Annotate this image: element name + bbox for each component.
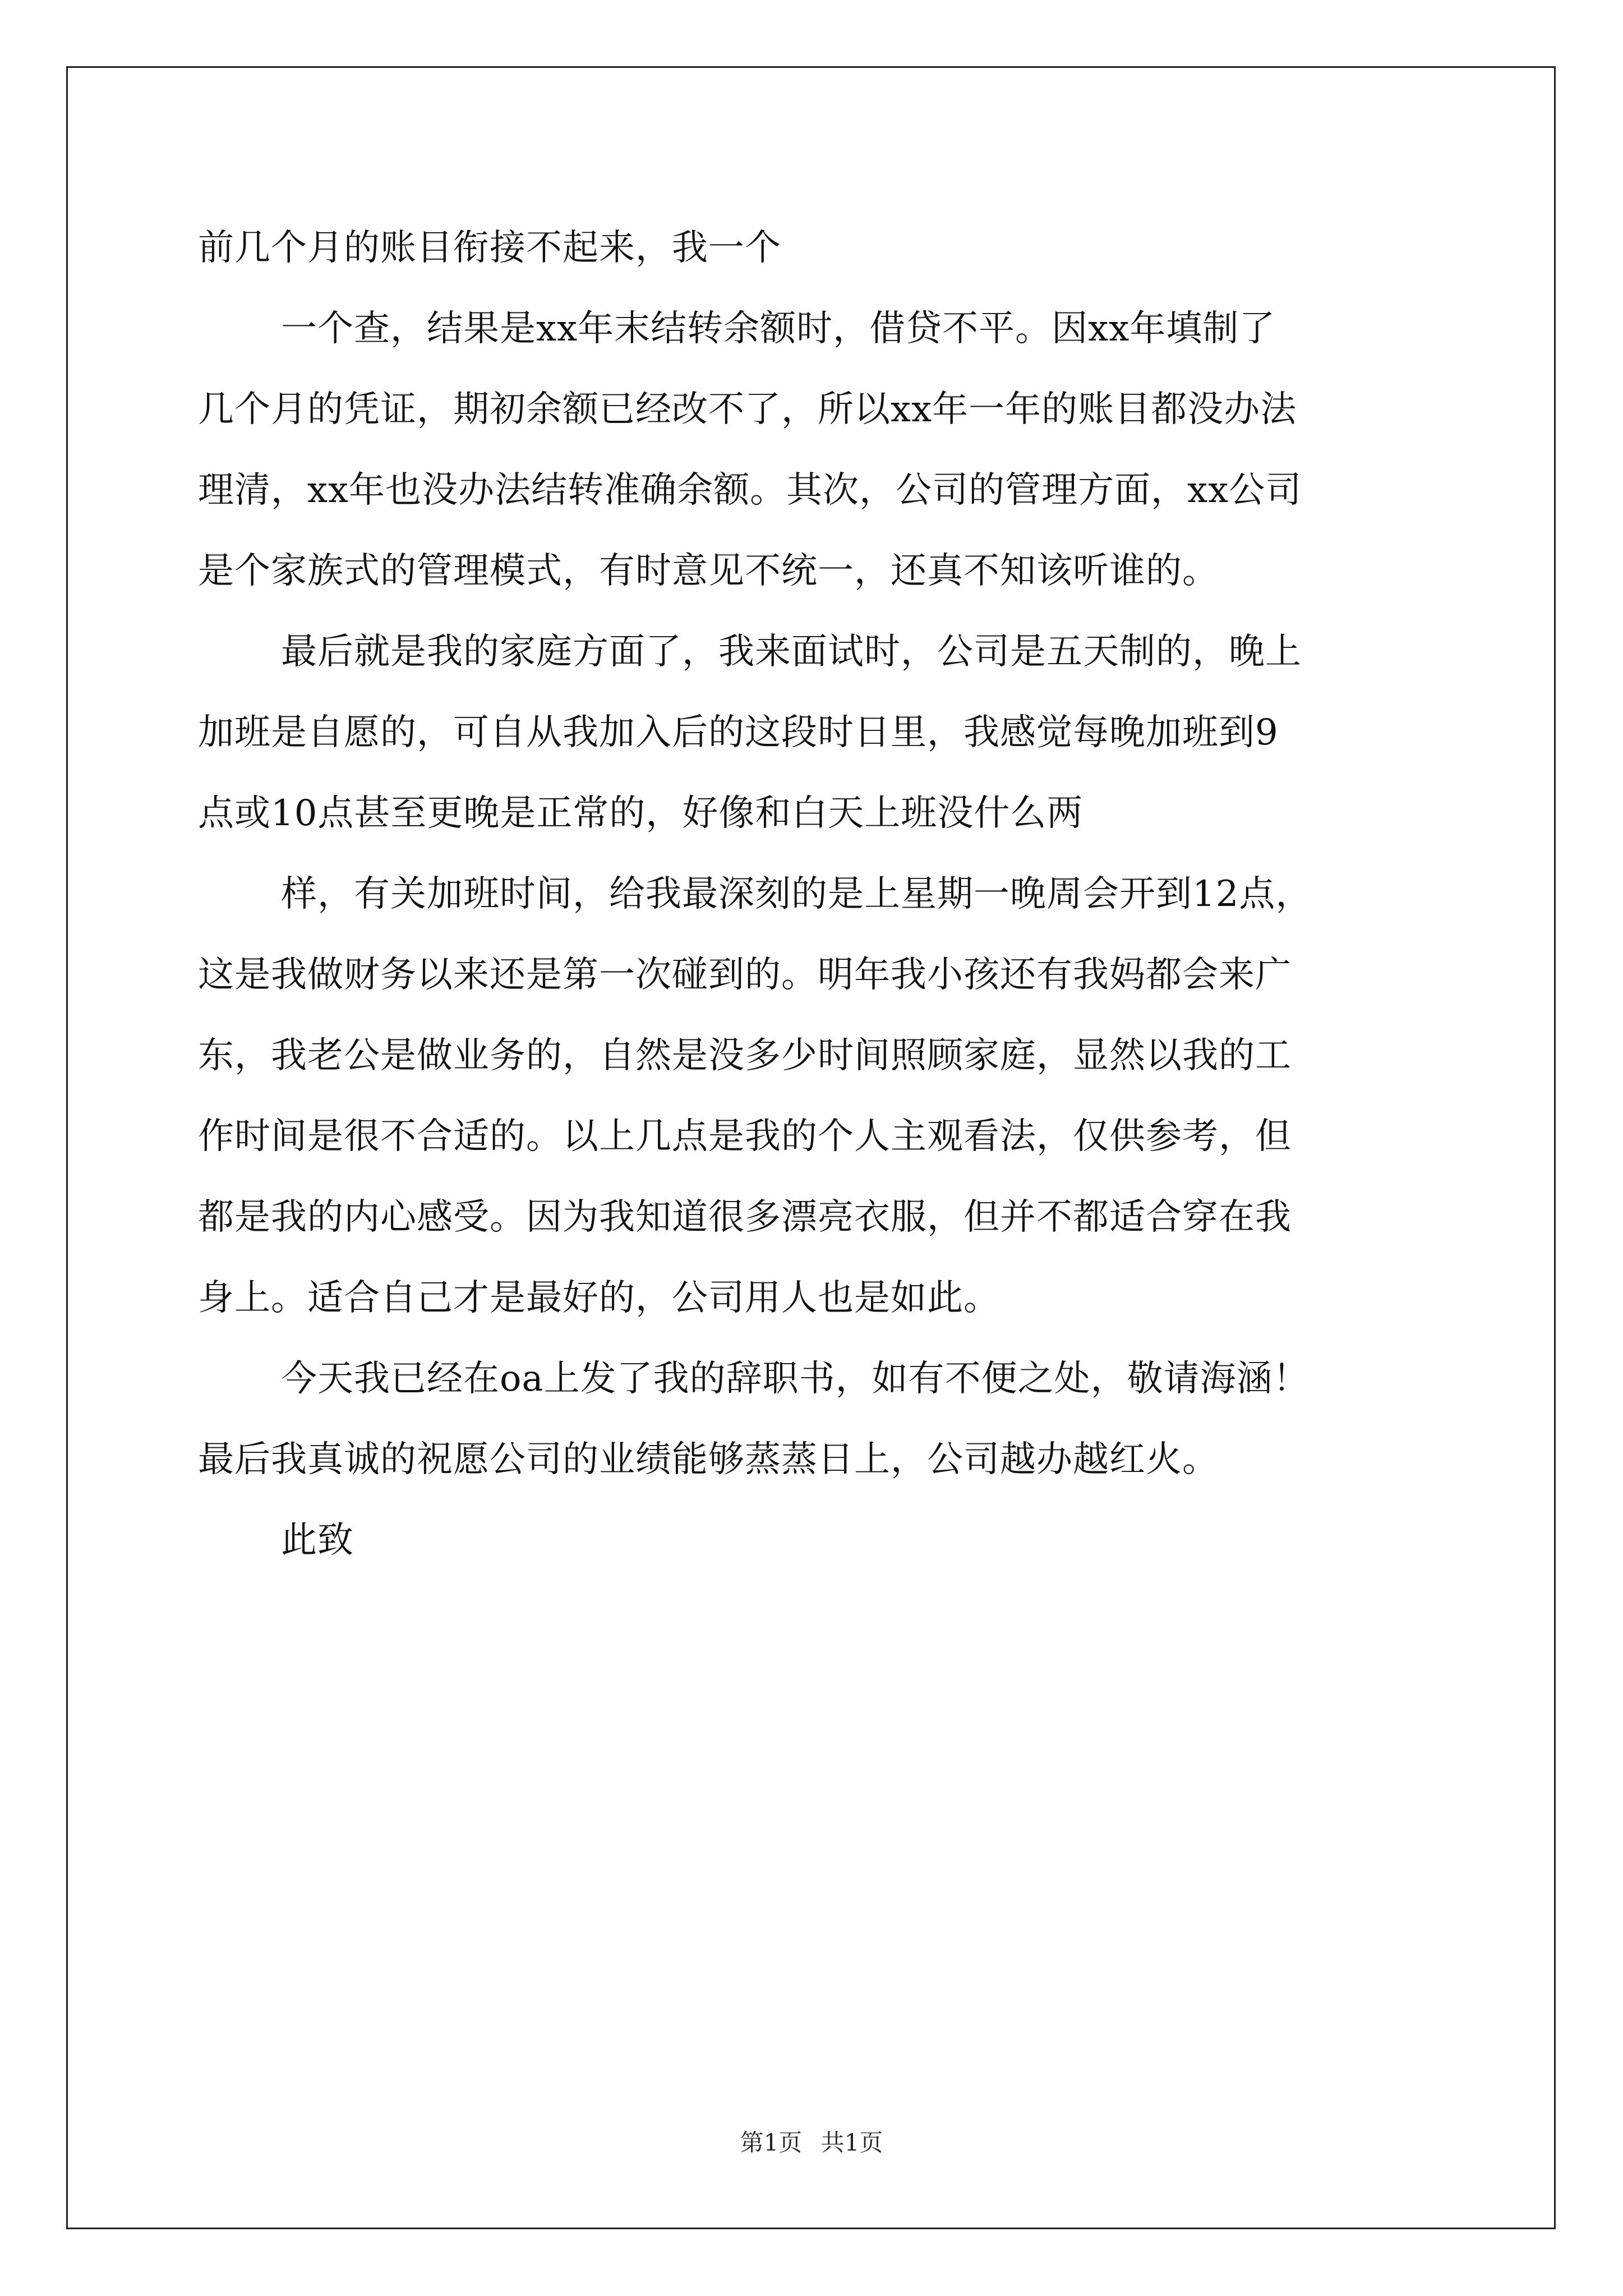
text-line: 最后我真诚的祝愿公司的业绩能够蒸蒸日上，公司越办越红火。	[198, 1439, 1219, 1480]
text-line: 身上。适合自己才是最好的，公司用人也是如此。	[198, 1277, 1000, 1319]
text-line: 一个查，结果是xx年末结转余额时，借贷不平。因xx年填制了	[281, 308, 1276, 349]
text-line: 样，有关加班时间，给我最深刻的是上星期一晚周会开到12点，	[281, 873, 1312, 915]
text-line: 点或10点甚至更晚是正常的，好像和白天上班没什么两	[198, 793, 1083, 834]
text-line: 理清，xx年也没办法结转准确余额。其次，公司的管理方面，xx公司	[198, 470, 1302, 511]
text-line: 是个家族式的管理模式，有时意见不统一，还真不知该听谁的。	[198, 550, 1219, 592]
text-line: 这是我做财务以来还是第一次碰到的。明年我小孩还有我妈都会来广	[198, 954, 1292, 996]
document-body	[198, 208, 1432, 1581]
text-line: 加班是自愿的，可自从我加入后的这段时日里，我感觉每晚加班到9	[198, 712, 1279, 753]
text-line: 今天我已经在oa上发了我的辞职书，如有不便之处，敬请海涵！	[281, 1358, 1310, 1400]
text-line: 几个月的凭证，期初余额已经改不了，所以xx年一年的账目都没办法	[198, 389, 1297, 430]
page-footer	[0, 2126, 1623, 2160]
text-line: 东，我老公是做业务的，自然是没多少时间照顾家庭，显然以我的工	[198, 1035, 1292, 1076]
page-number-current: 第1页	[740, 2129, 803, 2156]
text-line: 前几个月的账目衔接不起来，我一个	[198, 227, 781, 269]
text-line: 此致	[281, 1520, 354, 1561]
text-line: 都是我的内心感受。因为我知道很多漂亮衣服，但并不都适合穿在我	[198, 1197, 1292, 1238]
text-line: 最后就是我的家庭方面了，我来面试时，公司是五天制的，晚上	[281, 631, 1302, 673]
page-number-total: 共1页	[820, 2129, 883, 2156]
text-line: 作时间是很不合适的。以上几点是我的个人主观看法，仅供参考，但	[198, 1116, 1292, 1157]
